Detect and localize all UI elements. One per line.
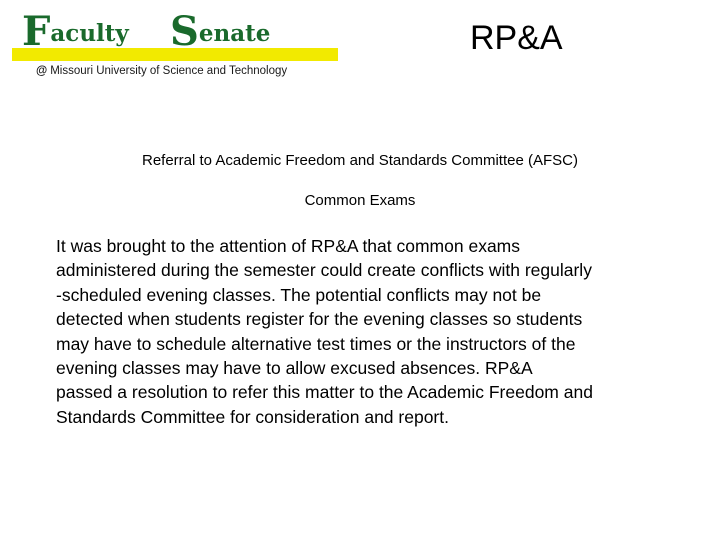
slide-title: RP&A	[470, 19, 563, 57]
faculty-senate-logo	[12, 10, 338, 76]
logo-word-senate	[170, 8, 271, 55]
logo-subtitle-text: Missouri University of Science and Technology	[50, 65, 288, 77]
logo-senate-rest: enate	[198, 20, 271, 47]
referral-heading: Referral to Academic Freedom and Standards Committee (AFSC)	[141, 152, 578, 169]
logo-at-symbol: @	[36, 65, 48, 77]
logo-senate-initial: S	[170, 8, 199, 55]
body-paragraph: It was brought to the attention of RP&A that common exams administered during the semester could create conflicts with regularly -scheduled evening classes. The potential conflicts may not be detected when students register for the evening classes so students may have to schedule alternative test times or the instructors of the evening classes may have to allow excused absences. RP&A passed a resolution to refer this matter to the Academic Freedom and Standards Committee for consideration and report.	[56, 236, 593, 427]
logo-word-faculty	[22, 8, 129, 55]
logo-subtitle	[36, 65, 287, 78]
topic-heading: Common Exams	[304, 192, 416, 209]
logo-faculty-rest: aculty	[50, 20, 129, 47]
logo-faculty-initial: F	[22, 8, 51, 55]
